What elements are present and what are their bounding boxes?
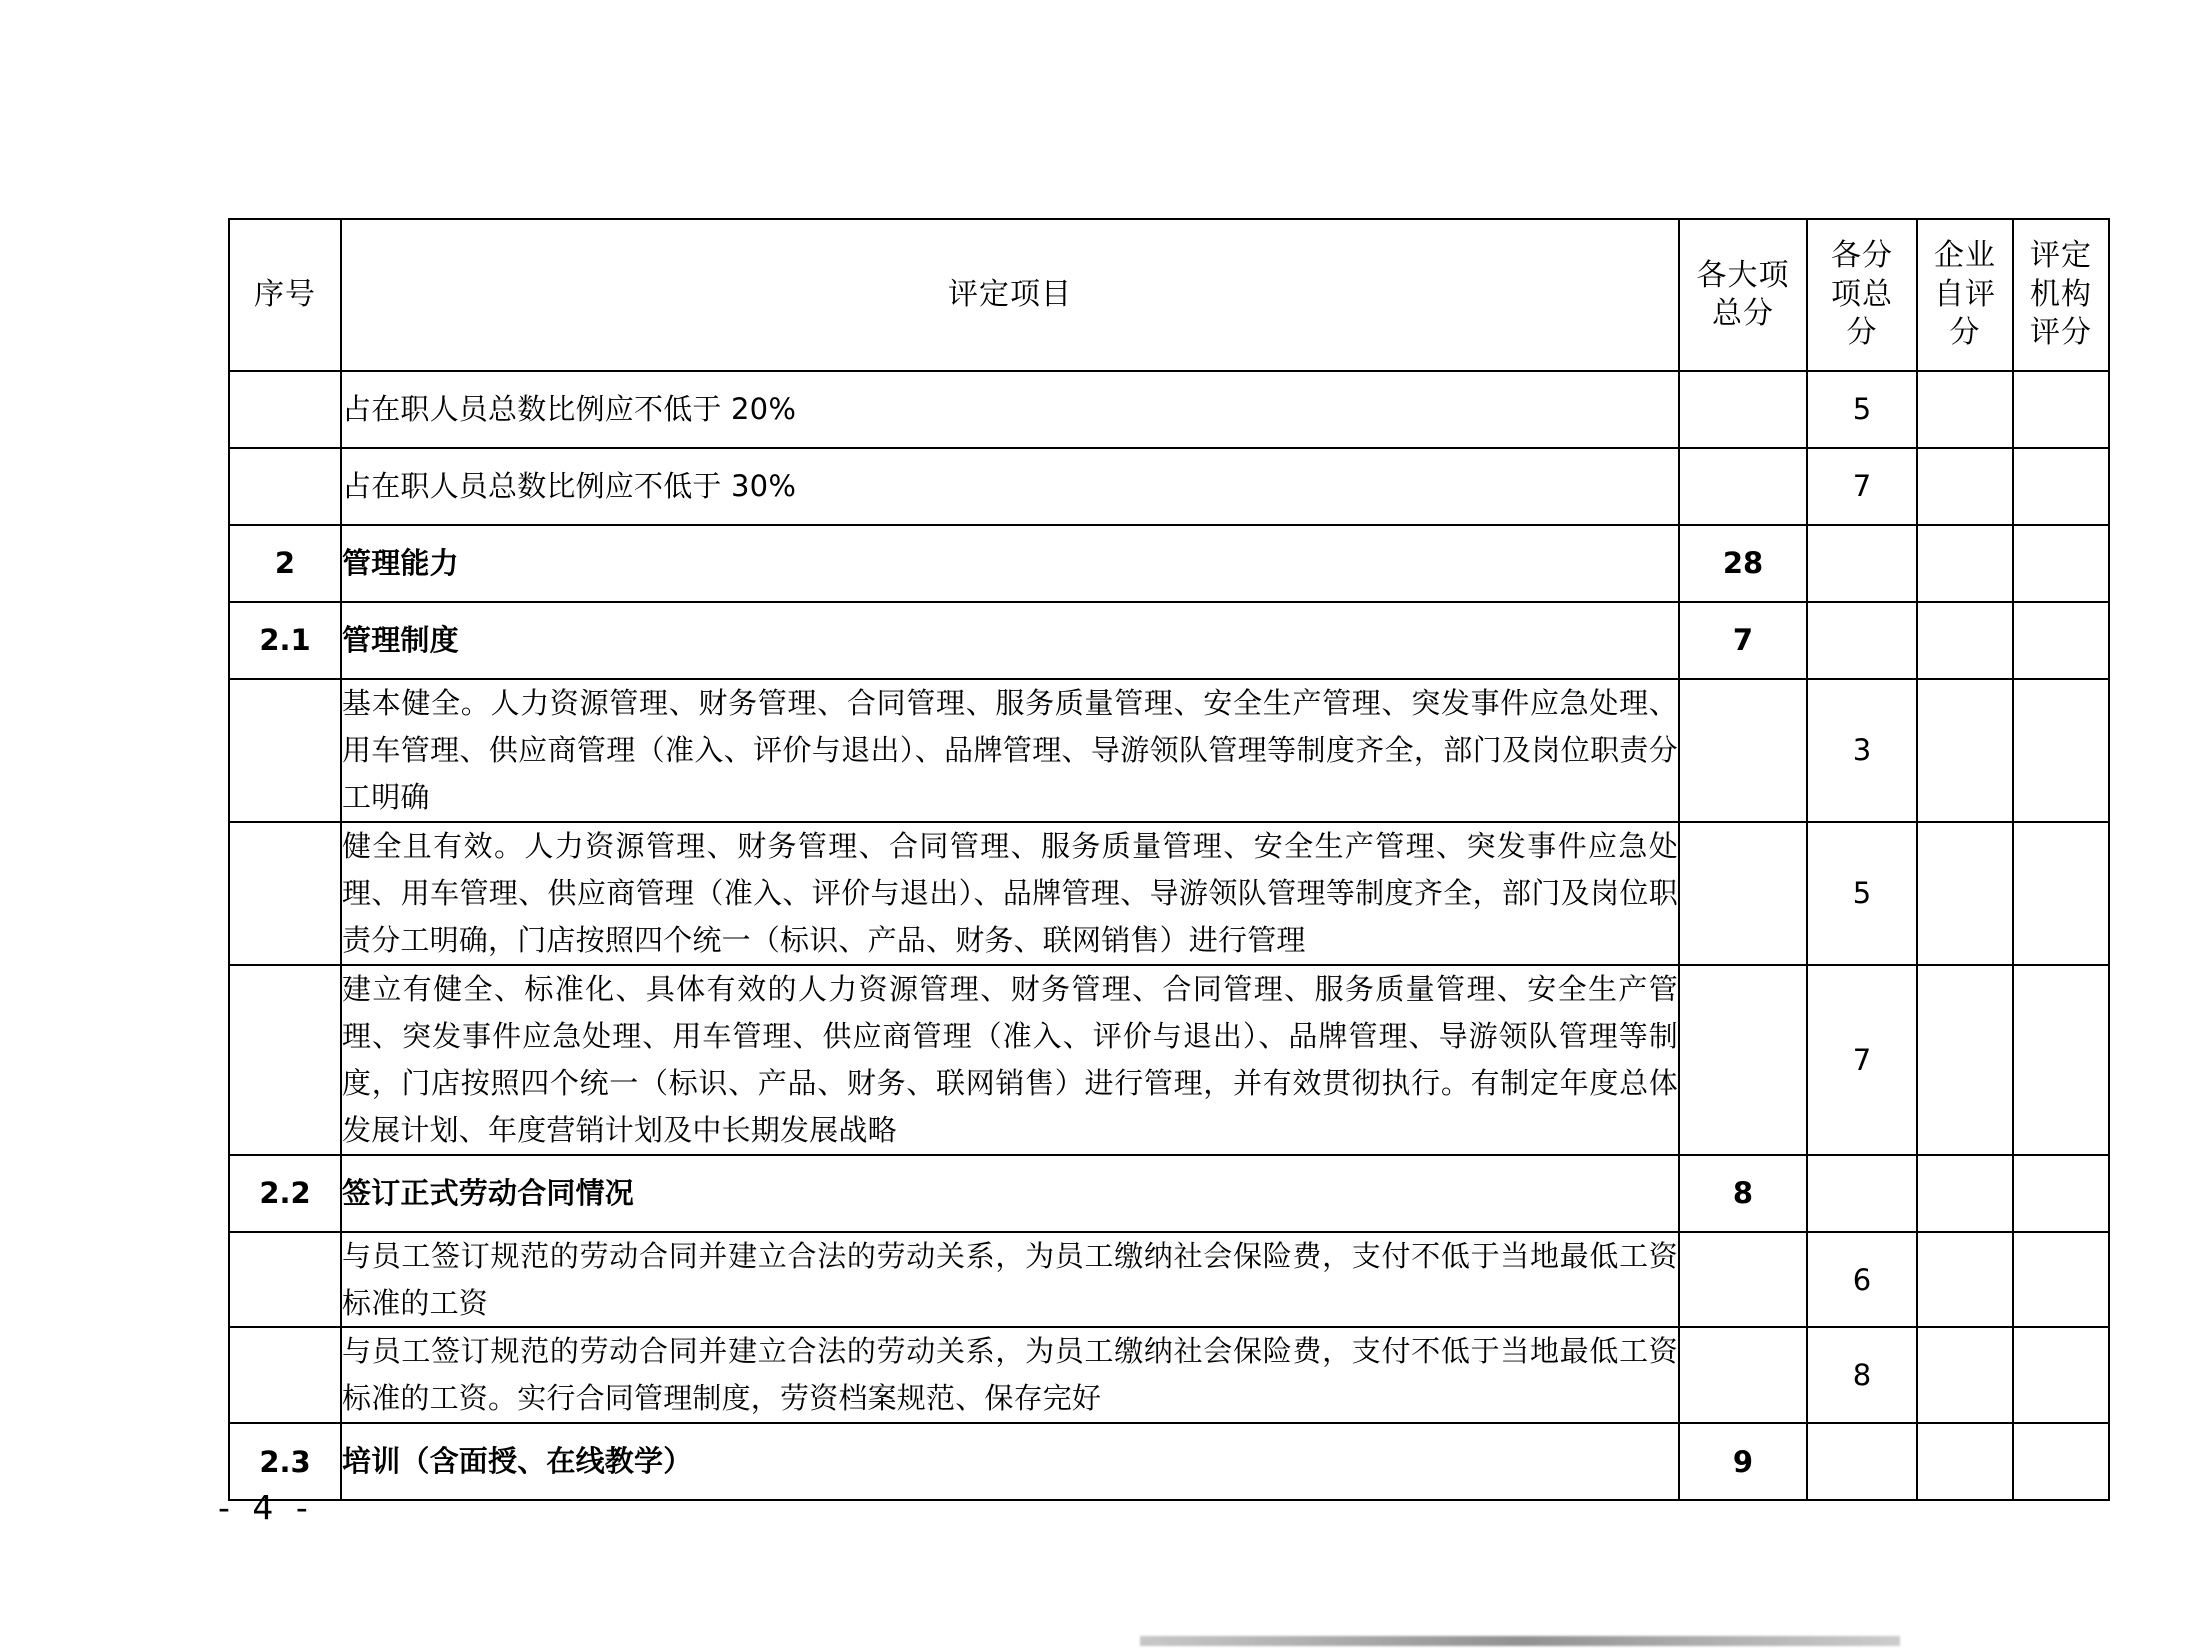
table-row	[229, 525, 2109, 602]
row-org-score	[2013, 1327, 2109, 1423]
row-item: 健全且有效。人力资源管理、财务管理、合同管理、服务质量管理、安全生产管理、突发事件应急处理、用车管理、供应商管理（准入、评价与退出）、品牌管理、导游领队管理等制度齐全，部门及岗位职责分工明确，门店按照四个统一（标识、产品、财务、联网销售）进行管理	[341, 822, 1679, 965]
row-item: 签订正式劳动合同情况	[341, 1155, 1679, 1232]
row-major-total: 9	[1679, 1423, 1807, 1500]
row-major-total	[1679, 1327, 1807, 1423]
row-item: 占在职人员总数比例应不低于 30%	[341, 448, 1679, 525]
row-self-score	[1917, 679, 2013, 822]
row-item: 培训（含面授、在线教学）	[341, 1423, 1679, 1500]
column-header-major-total-line2: 总分	[1712, 296, 1774, 331]
row-sub-total	[1807, 525, 1917, 602]
row-org-score	[2013, 1423, 2109, 1500]
row-self-score	[1917, 448, 2013, 525]
table-header	[229, 219, 2109, 371]
assessment-table	[228, 218, 2110, 1501]
table-row	[229, 602, 2109, 679]
row-org-score	[2013, 822, 2109, 965]
row-major-total: 8	[1679, 1155, 1807, 1232]
row-org-score	[2013, 1232, 2109, 1328]
row-sub-total: 5	[1807, 371, 1917, 448]
column-header-org-score	[2013, 219, 2109, 371]
row-major-total	[1679, 965, 1807, 1155]
table-row	[229, 822, 2109, 965]
row-item: 与员工签订规范的劳动合同并建立合法的劳动关系，为员工缴纳社会保险费，支付不低于当地最低工资标准的工资	[341, 1232, 1679, 1328]
row-self-score	[1917, 1423, 2013, 1500]
row-major-total	[1679, 822, 1807, 965]
row-self-score	[1917, 822, 2013, 965]
row-item: 占在职人员总数比例应不低于 20%	[341, 371, 1679, 448]
scan-artifact	[1140, 1636, 1900, 1646]
table-header-row	[229, 219, 2109, 371]
row-org-score	[2013, 679, 2109, 822]
row-self-score	[1917, 602, 2013, 679]
row-no	[229, 1327, 341, 1423]
column-header-org-score-line1: 评定	[2030, 238, 2092, 274]
column-header-self-score-line3: 分	[1949, 315, 1981, 351]
row-item: 管理制度	[341, 602, 1679, 679]
row-major-total	[1679, 1232, 1807, 1328]
row-self-score	[1917, 371, 2013, 448]
table-body	[229, 371, 2109, 1500]
page-number: - 4 -	[218, 1488, 314, 1527]
column-header-self-score	[1917, 219, 2013, 371]
row-sub-total	[1807, 1423, 1917, 1500]
row-sub-total: 7	[1807, 448, 1917, 525]
table-row	[229, 1423, 2109, 1500]
column-header-org-score-line3: 评分	[2030, 315, 2092, 351]
row-org-score	[2013, 371, 2109, 448]
row-org-score	[2013, 525, 2109, 602]
row-sub-total	[1807, 1155, 1917, 1232]
row-no	[229, 1232, 341, 1328]
column-header-no: 序号	[229, 219, 341, 371]
row-no	[229, 822, 341, 965]
row-no: 2	[229, 525, 341, 602]
column-header-major-total-line1: 各大项	[1696, 257, 1790, 293]
assessment-table-container	[228, 218, 2108, 1501]
table-row	[229, 1232, 2109, 1328]
row-sub-total	[1807, 602, 1917, 679]
row-sub-total: 3	[1807, 679, 1917, 822]
table-row	[229, 1155, 2109, 1232]
row-item: 基本健全。人力资源管理、财务管理、合同管理、服务质量管理、安全生产管理、突发事件应急处理、用车管理、供应商管理（准入、评价与退出）、品牌管理、导游领队管理等制度齐全，部门及岗位职责分工明确	[341, 679, 1679, 822]
row-no	[229, 371, 341, 448]
row-item: 管理能力	[341, 525, 1679, 602]
row-no	[229, 965, 341, 1155]
row-self-score	[1917, 525, 2013, 602]
row-no	[229, 679, 341, 822]
table-row	[229, 1327, 2109, 1423]
row-org-score	[2013, 1155, 2109, 1232]
row-org-score	[2013, 602, 2109, 679]
row-no: 2.1	[229, 602, 341, 679]
table-row	[229, 371, 2109, 448]
table-row	[229, 965, 2109, 1155]
row-major-total	[1679, 371, 1807, 448]
row-sub-total: 6	[1807, 1232, 1917, 1328]
row-major-total	[1679, 448, 1807, 525]
column-header-sub-total-line2: 项总	[1831, 276, 1893, 312]
row-no	[229, 448, 341, 525]
row-sub-total: 8	[1807, 1327, 1917, 1423]
column-header-sub-total-line1: 各分	[1831, 238, 1893, 274]
row-item: 与员工签订规范的劳动合同并建立合法的劳动关系，为员工缴纳社会保险费，支付不低于当地最低工资标准的工资。实行合同管理制度，劳资档案规范、保存完好	[341, 1327, 1679, 1423]
column-header-self-score-line2: 自评	[1934, 276, 1996, 312]
column-header-sub-total	[1807, 219, 1917, 371]
row-org-score	[2013, 965, 2109, 1155]
row-sub-total: 5	[1807, 822, 1917, 965]
row-self-score	[1917, 965, 2013, 1155]
row-item: 建立有健全、标准化、具体有效的人力资源管理、财务管理、合同管理、服务质量管理、安全生产管理、突发事件应急处理、用车管理、供应商管理（准入、评价与退出）、品牌管理、导游领队管理等制度，门店按照四个统一（标识、产品、财务、联网销售）进行管理，并有效贯彻执行。有制定年度总体发展计划、年度营销计划及中长期发展战略	[341, 965, 1679, 1155]
row-major-total: 28	[1679, 525, 1807, 602]
row-no: 2.2	[229, 1155, 341, 1232]
row-major-total	[1679, 679, 1807, 822]
row-sub-total: 7	[1807, 965, 1917, 1155]
table-row	[229, 448, 2109, 525]
row-self-score	[1917, 1327, 2013, 1423]
column-header-sub-total-line3: 分	[1846, 315, 1878, 351]
row-major-total: 7	[1679, 602, 1807, 679]
column-header-org-score-line2: 机构	[2030, 276, 2092, 312]
row-self-score	[1917, 1155, 2013, 1232]
row-no: 2.3	[229, 1423, 341, 1500]
table-row	[229, 679, 2109, 822]
column-header-item: 评定项目	[341, 219, 1679, 371]
row-org-score	[2013, 448, 2109, 525]
column-header-self-score-line1: 企业	[1934, 238, 1996, 274]
column-header-major-total	[1679, 219, 1807, 371]
row-self-score	[1917, 1232, 2013, 1328]
